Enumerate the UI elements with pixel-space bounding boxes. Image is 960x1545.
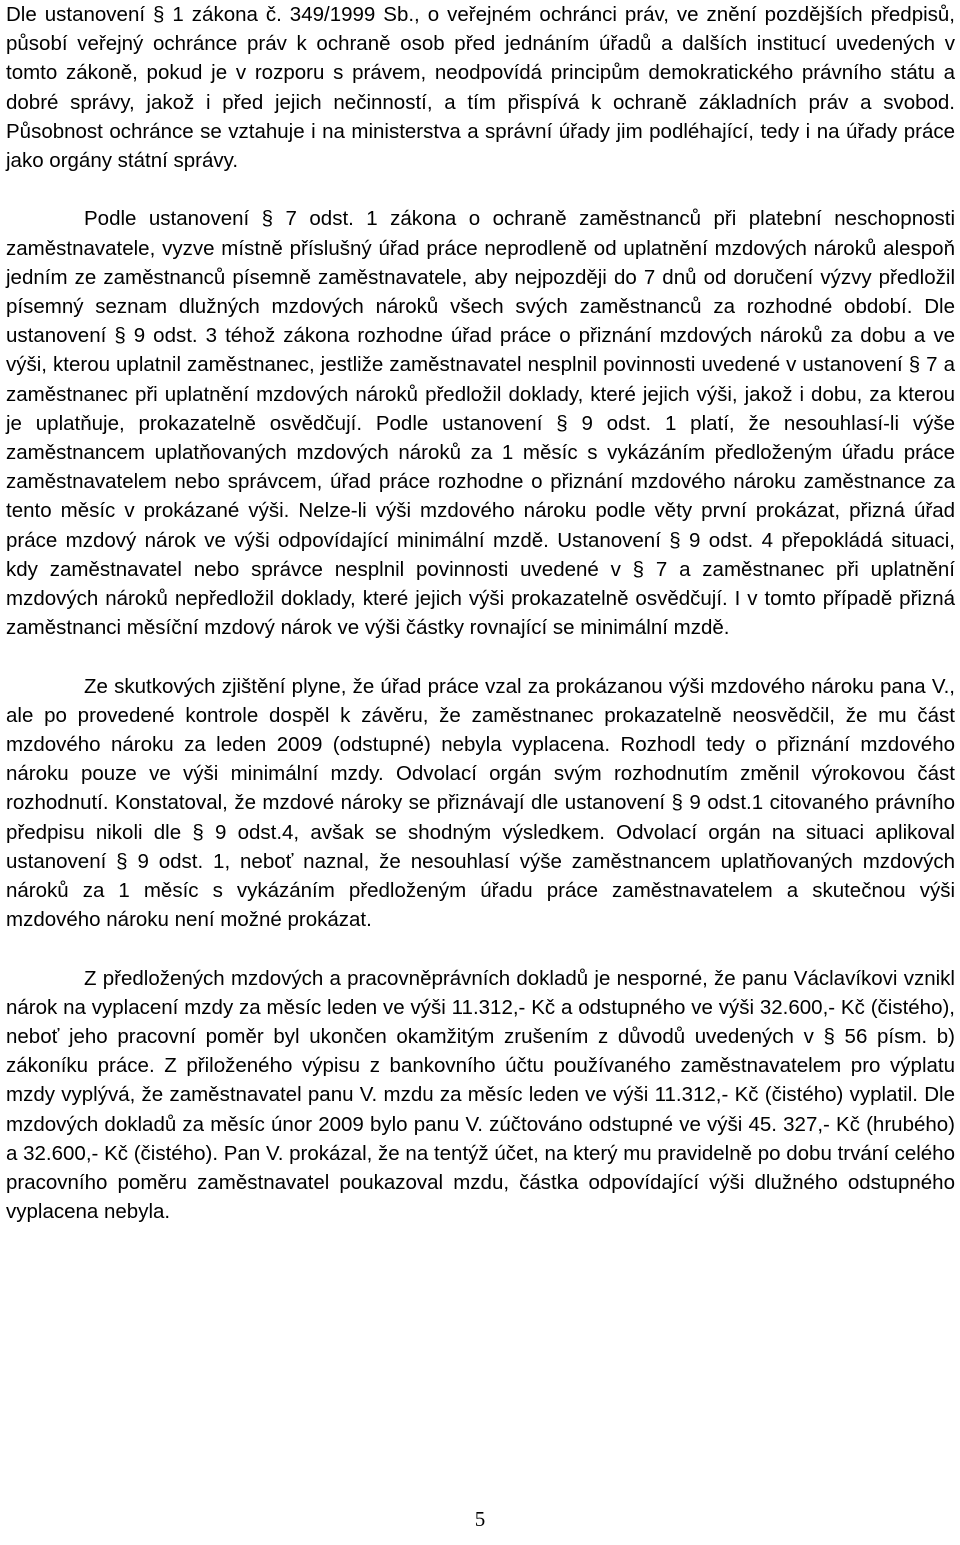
paragraph-wage-documents: Z předložených mzdových a pracovněprávních dokladů je nesporné, že panu Václavíkovi vznikl nárok na vyplacení mzdy za měsíc leden ve výši 11.312,- Kč a odstupného ve výši 32.600,- Kč (čistého), neboť jeho pracovní poměr byl ukončen okamžitým zrušením z důvodů uvedených v § 56 písm. b) zákoníku práce. Z přiloženého výpisu z bankovního účtu používaného zaměstnavatelem pro výplatu mzdy vyplývá, že zaměstnavatel panu V. mzdu za měsíc leden ve výši 11.312,- Kč (čistého) vyplatil. Dle mzdových dokladů za měsíc únor 2009 bylo panu V. zúčtováno odstupné ve výši 45. 327,- Kč (hrubého) a 32.600,- Kč (čistého). Pan V. prokázal, že na tentýž účet, na který mu pravidelně po dobu trvání celého pracovního poměru zaměstnavatel poukazoval mzdu, částka odpovídající výši dlužného odstupného vyplacena nebyla. [6,966,955,1224]
paragraph-legal-provisions: Podle ustanovení § 7 odst. 1 zákona o ochraně zaměstnanců při platební neschopnosti zaměstnavatele, vyzve místně příslušný úřad práce neprodleně od uplatnění mzdových nároků alespoň jedním ze zaměstnanců písemně zaměstnavatele, aby nejpozději do 7 dnů od doručení výzvy předložil písemný seznam dlužných mzdových nároků všech svých zaměstnanců za rozhodné období. Dle ustanovení § 9 odst. 3 téhož zákona rozhodne úřad práce o přiznání mzdových nároků za dobu a ve výši, kterou uplatnil zaměstnanec, jestliže zaměstnavatel nesplnil povinnosti uvedené v ustanovení § 7 a zaměstnanec při uplatnění mzdových nároků předložil doklady, které jejich výši, jakož i dobu, za kterou je uplatňuje, prokazatelně osvědčují. Podle ustanovení § 9 odst. 1 platí, že nesouhlasí-li výše zaměstnancem uplatňovaných mzdových nároků za 1 měsíc s vykázáním předloženým úřadu práce zaměstnavatelem nebo správcem, úřad práce rozhodne o přiznání mzdového nároku zaměstnance za tento měsíc v prokázané výši. Nelze-li výši mzdového nároku podle věty první prokázat, přizná úřad práce mzdový nárok ve výši odpovídající minimální mzdě. Ustanovení § 9 odst. 4 přepokládá situaci, kdy zaměstnavatel nebo správce nesplnil povinnosti uvedené v § 7 a zaměstnanec při uplatnění mzdových nároků nepředložil doklady, které jejich výši prokazatelně osvědčují. I v tomto případě přizná zaměstnanci měsíční mzdový nárok ve výši částky rovnající se minimální mzdě. [6,207,955,640]
paragraph-ombudsman-competence: Dle ustanovení § 1 zákona č. 349/1999 Sb., o veřejném ochránci práv, ve znění pozdějších předpisů, působí veřejný ochránce práv k ochraně osob před jednáním úřadů a dalších institucí uvedených v tomto zákoně, pokud je v rozporu s právem, neodpovídá principům demokratického právního státu a dobré správy, jakož i před jejich nečinností, a tím přispívá k ochraně základních práv a svobod. Působnost ochránce se vztahuje i na ministerstva a správní úřady jim podléhající, tedy i na úřady práce jako orgány státní správy. [6,3,955,173]
page-number: 5 [474,1507,486,1531]
paragraph-factual-findings: Ze skutkových zjištění plyne, že úřad práce vzal za prokázanou výši mzdového nároku pana V., ale po provedené kontrole dospěl k závěru, že zaměstnanec prokazatelně neosvědčil, že mu část mzdového nároku za leden 2009 (odstupné) nebyla vyplacena. Rozhodl tedy o přiznání mzdového nároku pouze ve výši minimální mzdy. Odvolací orgán svým rozhodnutím změnil výrokovou část rozhodnutí. Konstatoval, že mzdové nároky se přiznávají dle ustanovení § 9 odst.1 citovaného právního předpisu nikoli dle § 9 odst.4, avšak se shodným výsledkem. Odvolací orgán na situaci aplikoval ustanovení § 9 odst. 1, neboť naznal, že nesouhlasí výše zaměstnancem uplatňovaných mzdových nároků za 1 měsíc s vykázáním předloženým úřadu práce zaměstnavatelem a skutečnou výši mzdového nároku není možné prokázat. [6,674,955,932]
document-body [6,0,955,1226]
